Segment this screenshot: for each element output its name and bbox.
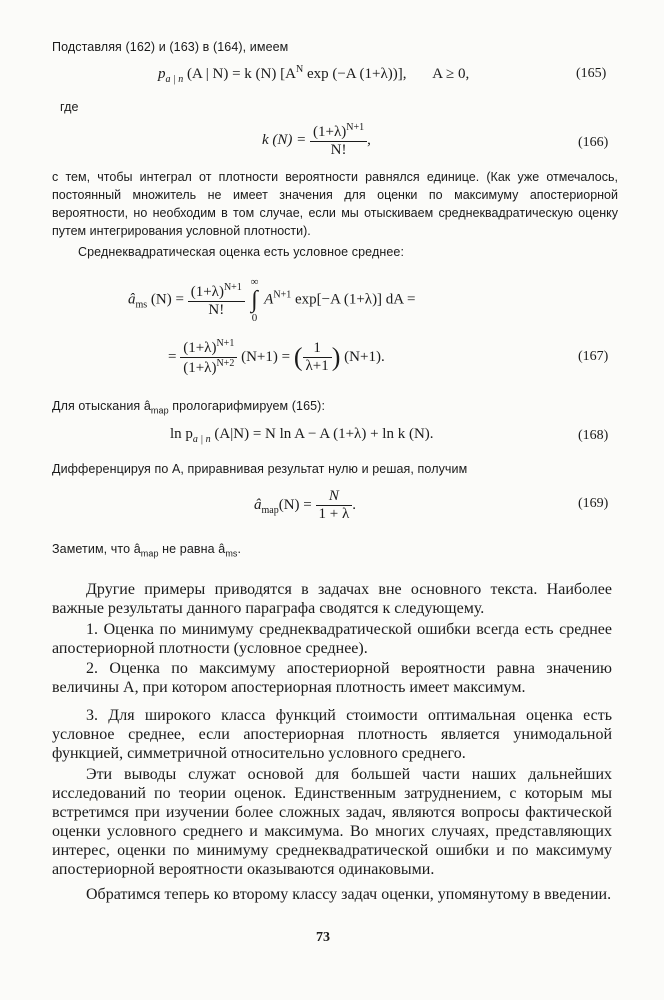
paragraph-other-examples: Другие примеры приводятся в задачах вне основного текста. Наиболее важные результаты данного параграфа сводятся к следующему. [52, 581, 612, 617]
intro-text: Подставляя (162) и (163) в (164), имеем [52, 40, 289, 54]
page-number: 73 [316, 930, 330, 945]
paragraph-result-3: 3. Для широкого класса функций стоимости оптимальная оценка есть условное среднее, если апостериорная плотность является унимодальной функцией, симметричной относительно условного среднего. [52, 707, 612, 762]
paragraph-conclusions: Эти выводы служат основой для большей части наших дальнейших исследований по теории оценок. Единственным затруднением, с которым мы встретимся при изучении более сложных задач, являются вопросы фактической оценки условного среднего и максимума. Во многих случаях, представляющих интерес, оценки по минимуму среднеквадратической ошибки и по максимуму апостериорной вероятности оказываются одинаковыми. [52, 766, 612, 878]
integral-sign: ∞ ∫ 0 [250, 276, 259, 324]
paragraph-result-1: 1. Оценка по минимуму среднеквадратической ошибки всегда есть среднее апостериорной плотности (условное среднее). [52, 621, 612, 657]
paragraph-next-class: Обратимся теперь ко второму классу задач оценки, упомянутому в введении. [86, 886, 612, 903]
map-intro-text: Для отыскания $â_{map}$ прологарифмируем (165): [52, 399, 326, 416]
equation-166: k (N) = $\frac{(1+\lambda)^{N+1}}{N!}$ , [262, 122, 371, 158]
paragraph-result-2: 2. Оценка по максимуму апостериорной вероятности равна значению величины A, при котором апостериорная плотность имеет максимум. [52, 660, 612, 696]
equation-number-165: (165) [576, 66, 607, 81]
equation-167-line-1: $â_{ms}$ (N) = $\frac{(1+\lambda)^{N+1}}{N!}$ ∞ ∫ 0 $A^{N+1}$ exp[−A (1+λ)] dA = [128, 276, 416, 324]
ms-intro-text: Среднеквадратическая оценка есть условное среднее: [78, 245, 405, 259]
equation-number-168: (168) [578, 428, 609, 443]
equation-169: $â_{map}(N)$ = $\frac{N}{1 + \lambda}$ . [254, 488, 356, 522]
remark-text: Заметим, что $â_{map}$ не равна $â_{ms}$. [52, 542, 242, 559]
equation-165: $p_{a | n}$ (A | N) = k (N) [$A^N$ exp (−A (1+λ))], A ≥ 0, [158, 64, 470, 85]
equation-168: $\ln p_{a | n}$ (A|N) = N ln A − A (1+λ) + ln k (N). [170, 426, 434, 445]
equation-number-169: (169) [578, 496, 609, 511]
equation-number-167: (167) [578, 349, 609, 364]
where-text: где [60, 100, 79, 114]
equation-number-166: (166) [578, 135, 609, 150]
equation-167-line-2: = $\frac{(1+\lambda)^{N+1}}{(1+\lambda)^{N+2}}$ (N+1) = ( $\frac{1}{\lambda+1}$ ) (N+1). [168, 338, 385, 376]
note-paragraph: с тем, чтобы интеграл от плотности вероятности равнялся единице. (Как уже отмечалось, постоянный множитель не имеет значения для оценки по максимуму апостериорной вероятности, но необходим в том случае, если мы отыскиваем среднеквадратическую оценку путем интегрирования условной плотности). [52, 170, 618, 238]
diff-intro-text: Дифференцируя по A, приравнивая результат нулю и решая, получим [52, 462, 468, 476]
